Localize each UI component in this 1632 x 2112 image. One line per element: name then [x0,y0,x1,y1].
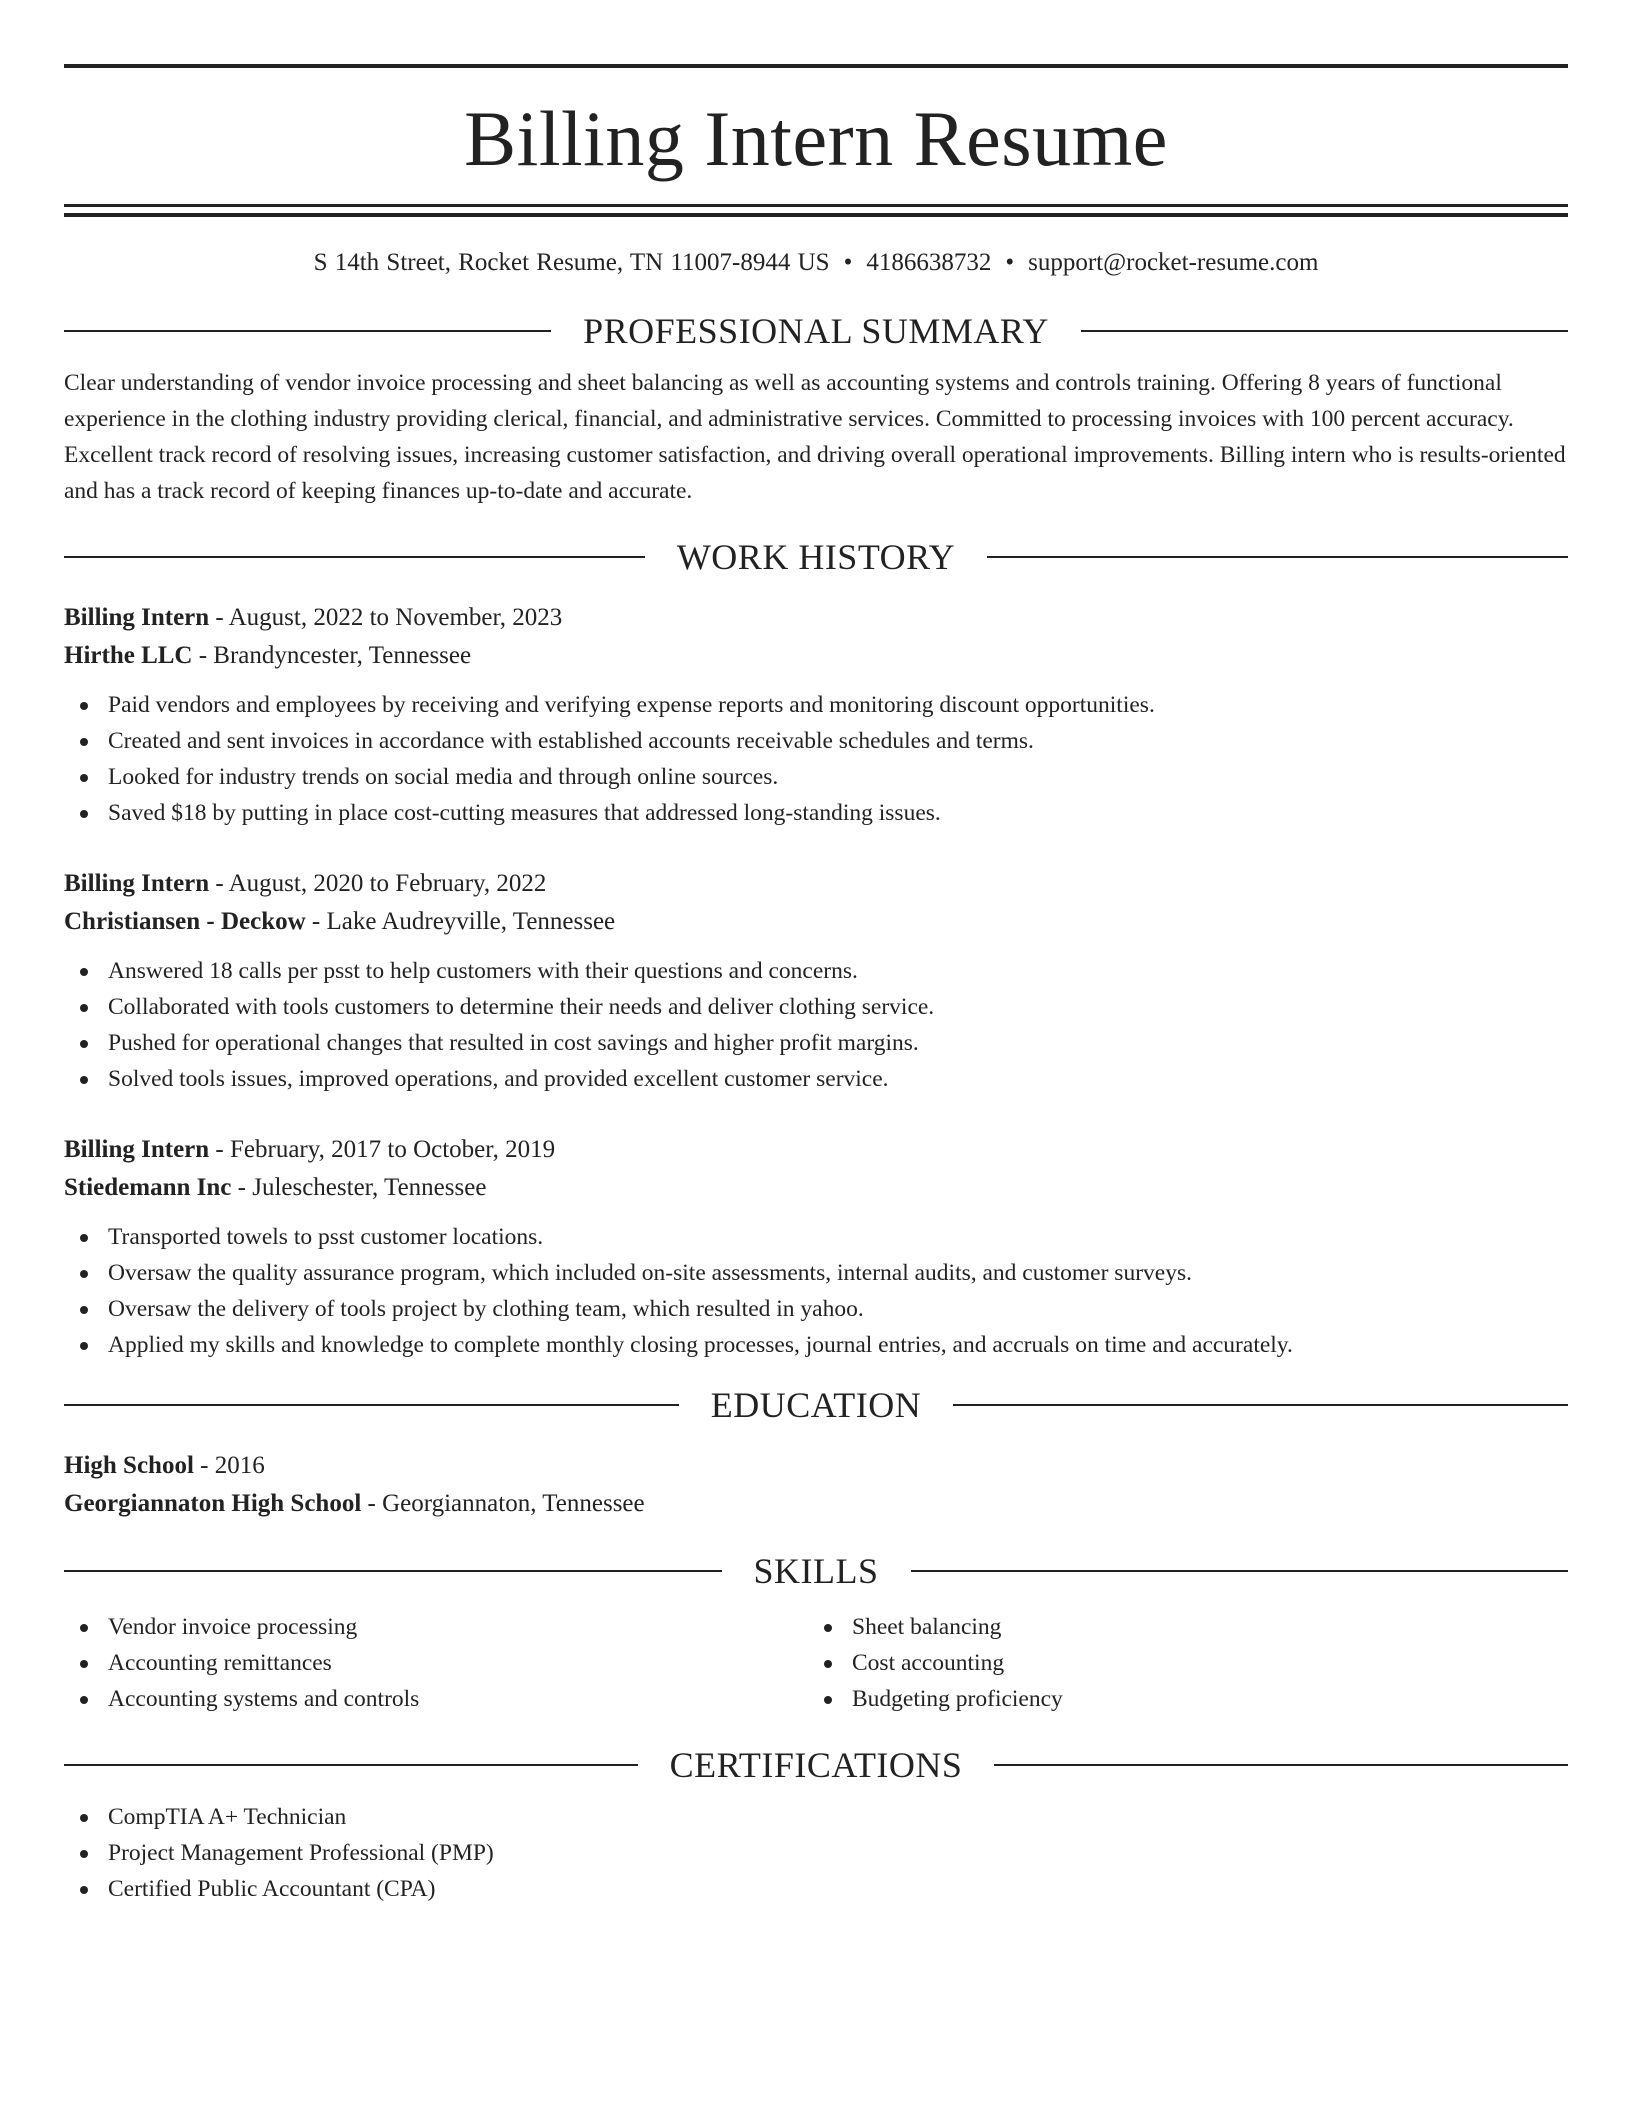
contact-address: S 14th Street, Rocket Resume, TN 11007-8944 US [313,249,830,276]
skills-column-right [808,1609,1560,1717]
list-item: Answered 18 calls per psst to help customers with their questions and concerns. [64,953,1568,989]
top-rule [64,64,1568,68]
heading-rule-right [994,1764,1568,1766]
job-location: - Lake Audreyville, Tennessee [305,908,616,935]
heading-rule-left [64,1570,722,1572]
job-dates: - August, 2020 to February, 2022 [209,870,547,897]
job-title: Billing Intern [64,1136,210,1163]
job-entry [64,865,1568,1097]
education-degree: High School [64,1452,194,1479]
job-bullets [64,1219,1568,1363]
contact-line [64,247,1568,279]
list-item: Saved $18 by putting in place cost-cutting measures that addressed long-standing issues. [64,795,1568,831]
contact-phone: 4186638732 [866,249,992,276]
heading-rule-right [987,556,1568,558]
section-title: CERTIFICATIONS [669,1745,963,1785]
skills-column-left [64,1609,816,1717]
list-item: Oversaw the delivery of tools project by clothing team, which resulted in yahoo. [64,1291,1568,1327]
heading-rule-left [64,1764,638,1766]
list-item: Paid vendors and employees by receiving and verifying expense reports and monitoring discount opportunities. [64,687,1568,723]
job-title-line [64,1131,1568,1169]
list-item: Looked for industry trends on social media and through online sources. [64,759,1568,795]
section-heading-education [64,1383,1568,1427]
section-title: SKILLS [753,1551,879,1591]
job-title-line [64,865,1568,903]
heading-rule-right [1081,330,1568,332]
summary-text: Clear understanding of vendor invoice processing and sheet balancing as well as accounting systems and controls training. Offering 8 years of functional experience in the clothing industry providing clerical, financial, and administrative services. Committed to processing invoices with 100 percent accuracy. Excellent track record of resolving issues, increasing customer satisfaction, and driving overall operational improvements. Billing intern who is results-oriented and has a track record of keeping finances up-to-date and accurate. [64,370,1566,504]
skill-item: Accounting systems and controls [64,1681,816,1717]
job-dates: - August, 2022 to November, 2023 [209,604,563,631]
section-title: PROFESSIONAL SUMMARY [583,311,1049,351]
job-location: - Juleschester, Tennessee [231,1174,487,1201]
list-item: Collaborated with tools customers to determine their needs and deliver clothing service. [64,989,1568,1025]
skill-item: Sheet balancing [808,1609,1560,1645]
contact-email: support@rocket-resume.com [1028,249,1319,276]
job-title-line [64,599,1568,637]
section-heading-certifications [64,1743,1568,1787]
job-location: - Brandyncester, Tennessee [192,642,472,669]
section-title: WORK HISTORY [676,537,956,577]
certification-item: Certified Public Accountant (CPA) [64,1871,1568,1907]
resume-title: Billing Intern Resume [464,95,1168,182]
education-school-line [64,1485,1568,1523]
heading-rule-right [953,1404,1568,1406]
heading-rule-left [64,556,645,558]
skills-list [64,1609,1568,1717]
heading-rule-left [64,330,551,332]
certifications-list [64,1799,1568,1907]
job-dates: - February, 2017 to October, 2019 [209,1136,556,1163]
education-year: - 2016 [193,1452,265,1479]
job-bullets [64,687,1568,831]
job-title: Billing Intern [64,604,210,631]
skill-item: Budgeting proficiency [808,1681,1560,1717]
job-company: Christiansen - Deckow [64,908,306,935]
job-company-line [64,637,1568,675]
skill-item: Vendor invoice processing [64,1609,816,1645]
certification-item: CompTIA A+ Technician [64,1799,1568,1835]
skill-item: Accounting remittances [64,1645,816,1681]
list-item: Pushed for operational changes that resulted in cost savings and higher profit margins. [64,1025,1568,1061]
contact-separator: • [843,249,853,276]
contact-separator: • [1005,249,1015,276]
education-degree-line [64,1447,1568,1485]
job-company-line [64,903,1568,941]
skill-item: Cost accounting [808,1645,1560,1681]
title-double-rule [64,204,1568,217]
list-item: Oversaw the quality assurance program, which included on-site assessments, internal audits, and customer surveys. [64,1255,1568,1291]
heading-rule-left [64,1404,679,1406]
resume-page [64,64,1568,1907]
section-heading-work-history [64,535,1568,579]
education-school: Georgiannaton High School [64,1490,362,1517]
section-heading-summary [64,309,1568,353]
job-title: Billing Intern [64,870,210,897]
education-entry [64,1447,1568,1523]
job-entry [64,1131,1568,1363]
section-heading-skills [64,1549,1568,1593]
list-item: Transported towels to psst customer locations. [64,1219,1568,1255]
job-company-line [64,1169,1568,1207]
list-item: Created and sent invoices in accordance with established accounts receivable schedules and terms. [64,723,1568,759]
certification-item: Project Management Professional (PMP) [64,1835,1568,1871]
job-company: Hirthe LLC [64,642,193,669]
list-item: Solved tools issues, improved operations, and provided excellent customer service. [64,1061,1568,1097]
section-title: EDUCATION [710,1385,922,1425]
job-bullets [64,953,1568,1097]
job-entry [64,599,1568,831]
heading-rule-right [911,1570,1569,1572]
job-company: Stiedemann Inc [64,1174,232,1201]
education-location: - Georgiannaton, Tennessee [361,1490,645,1517]
list-item: Applied my skills and knowledge to complete monthly closing processes, journal entries, and accruals on time and accurately. [64,1327,1568,1363]
